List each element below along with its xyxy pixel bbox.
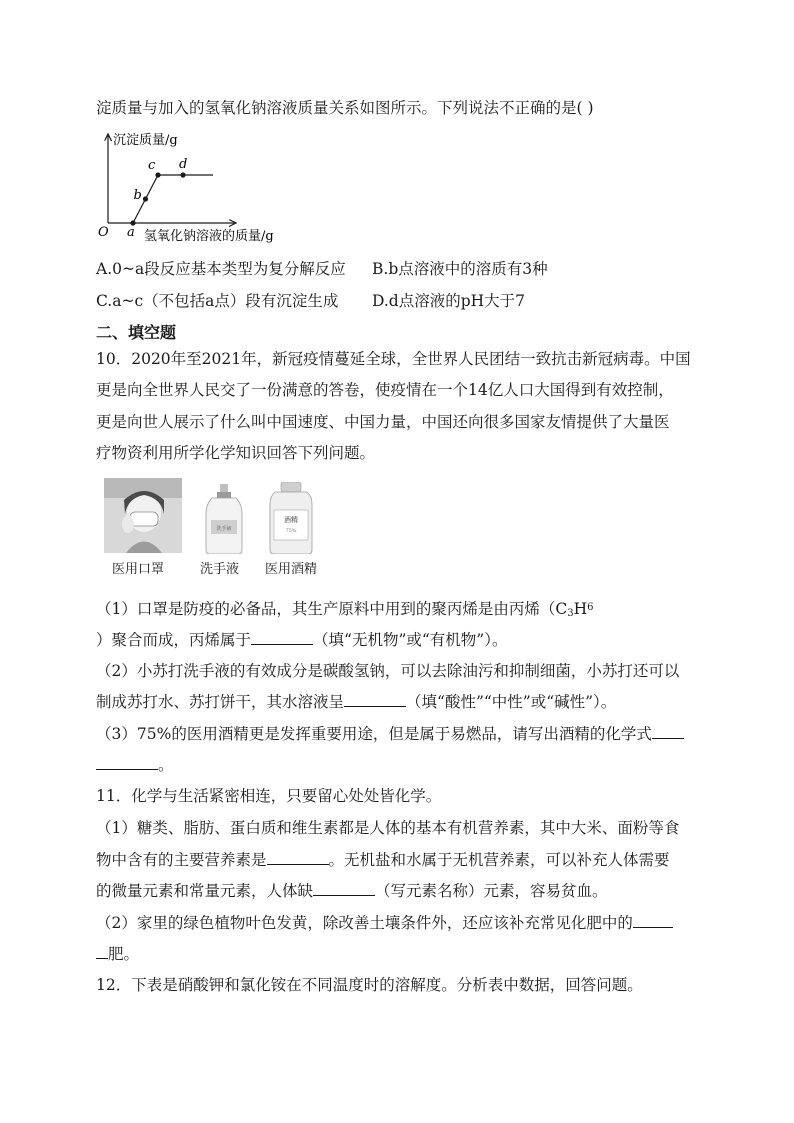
point-label-a: a [127, 225, 135, 240]
precipitate-mass-chart [96, 128, 296, 246]
alcohol-caption: 医用酒精 [265, 562, 318, 577]
q10-part1-line1 [96, 598, 594, 624]
option-b: B.b点溶液中的溶质有3种 [372, 260, 548, 278]
q10-line-4: 疗物资利用所学化学知识回答下列问题。 [96, 444, 376, 462]
q11-part2-line2: 肥。 [96, 943, 139, 964]
answer-blank-3a[interactable] [652, 723, 684, 739]
svg-text:75%: 75% [285, 528, 297, 534]
answer-blank-6b[interactable] [96, 943, 108, 959]
q10-part1-line2: ）聚合而成，丙烯属于 （填“无机物”或“有机物”）。 [96, 631, 508, 649]
propylene-formula: $C_3H_6$ [555, 600, 594, 619]
answer-blank-1[interactable] [251, 629, 313, 645]
point-b [143, 196, 148, 201]
mask-photo-icon [104, 478, 182, 553]
q10-line-1: 10．2020年至2021年，新冠疫情蔓延全球，全世界人民团结一致抗击新冠病毒。中国 [96, 350, 691, 368]
mask-caption: 医用口罩 [112, 562, 165, 577]
answer-blank-2[interactable] [344, 691, 406, 707]
q11-stem: 11．化学与生活紧密相连，只要留心处处皆化学。 [96, 787, 442, 805]
y-axis-label: 沉淀质量/g [113, 133, 178, 148]
point-c [155, 172, 160, 177]
sanitizer-caption: 洗手液 [200, 562, 240, 577]
q10-line-3: 更是向世人展示了什么叫中国速度、中国力量，中国还向很多国家友情提供了大量医 [96, 413, 670, 431]
q10-line-2: 更是向全世界人民交了一份满意的答卷，使疫情在一个14亿人口大国得到有效控制， [96, 381, 674, 399]
q10-part3-line2: 。 [96, 754, 174, 775]
option-d: D.d点溶液的pH大于7 [372, 292, 526, 310]
answer-blank-3b[interactable] [96, 754, 158, 770]
point-label-b: b [133, 188, 142, 203]
q11-part1-line3: 的微量元素和常量元素，人体缺 （写元素名称）元素，容易贫血。 [96, 882, 608, 900]
svg-text:酒精: 酒精 [284, 516, 298, 524]
point-label-d: d [179, 157, 188, 172]
q11-part1-line2: 物中含有的主要营养素是 。无机盐和水属于无机营养素，可以补充人体需要 [96, 851, 670, 869]
q11-part2-line1: （2）家里的绿色植物叶色发黄，除改善土壤条件外，还应该补充常见化肥中的 [96, 912, 673, 933]
option-c: C.a~c（不包括a点）段有沉淀生成 [96, 292, 339, 310]
answer-blank-6a[interactable] [633, 912, 673, 928]
q10-part3-line1: （3）75%的医用酒精更是发挥重要用途，但是属于易燃品，请写出酒精的化学式 [96, 723, 684, 744]
q9-stem: 淀质量与加入的氢氧化钠溶液质量关系如图所示。下列说法不正确的是( ) [96, 99, 594, 117]
option-a: A.0~a段反应基本类型为复分解反应 [96, 260, 346, 278]
svg-text:洗手液: 洗手液 [216, 526, 232, 532]
section-heading: 二、填空题 [96, 323, 177, 342]
origin-label: O [98, 225, 109, 240]
q10-part2-line1: （2）小苏打洗手液的有效成分是碳酸氢钠，可以去除油污和抑制细菌，小苏打还可以 [96, 662, 680, 680]
answer-blank-4[interactable] [267, 849, 329, 865]
q10-part1-text: （1）口罩是防疫的必备品，其生产原料中用到的聚丙烯是由丙烯（ [96, 600, 556, 618]
answer-blank-5[interactable] [313, 880, 375, 896]
point-d [180, 172, 185, 177]
point-label-c: c [148, 158, 156, 173]
medical-alcohol-photo-icon [268, 482, 314, 554]
q10-part2-line2: 制成苏打水、苏打饼干，其水溶液呈 （填“酸性”“中性”或“碱性”）。 [96, 693, 617, 711]
q11-part1-line1: （1）糖类、脂肪、蛋白质和维生素都是人体的基本有机营养素，其中大米、面粉等食 [96, 819, 680, 837]
x-axis-label: 氢氧化钠溶液的质量/g [144, 229, 274, 244]
q12-stem: 12．下表是硝酸钾和氯化铵在不同温度时的溶解度。分析表中数据，回答问题。 [96, 976, 643, 994]
hand-sanitizer-photo-icon [203, 484, 245, 554]
